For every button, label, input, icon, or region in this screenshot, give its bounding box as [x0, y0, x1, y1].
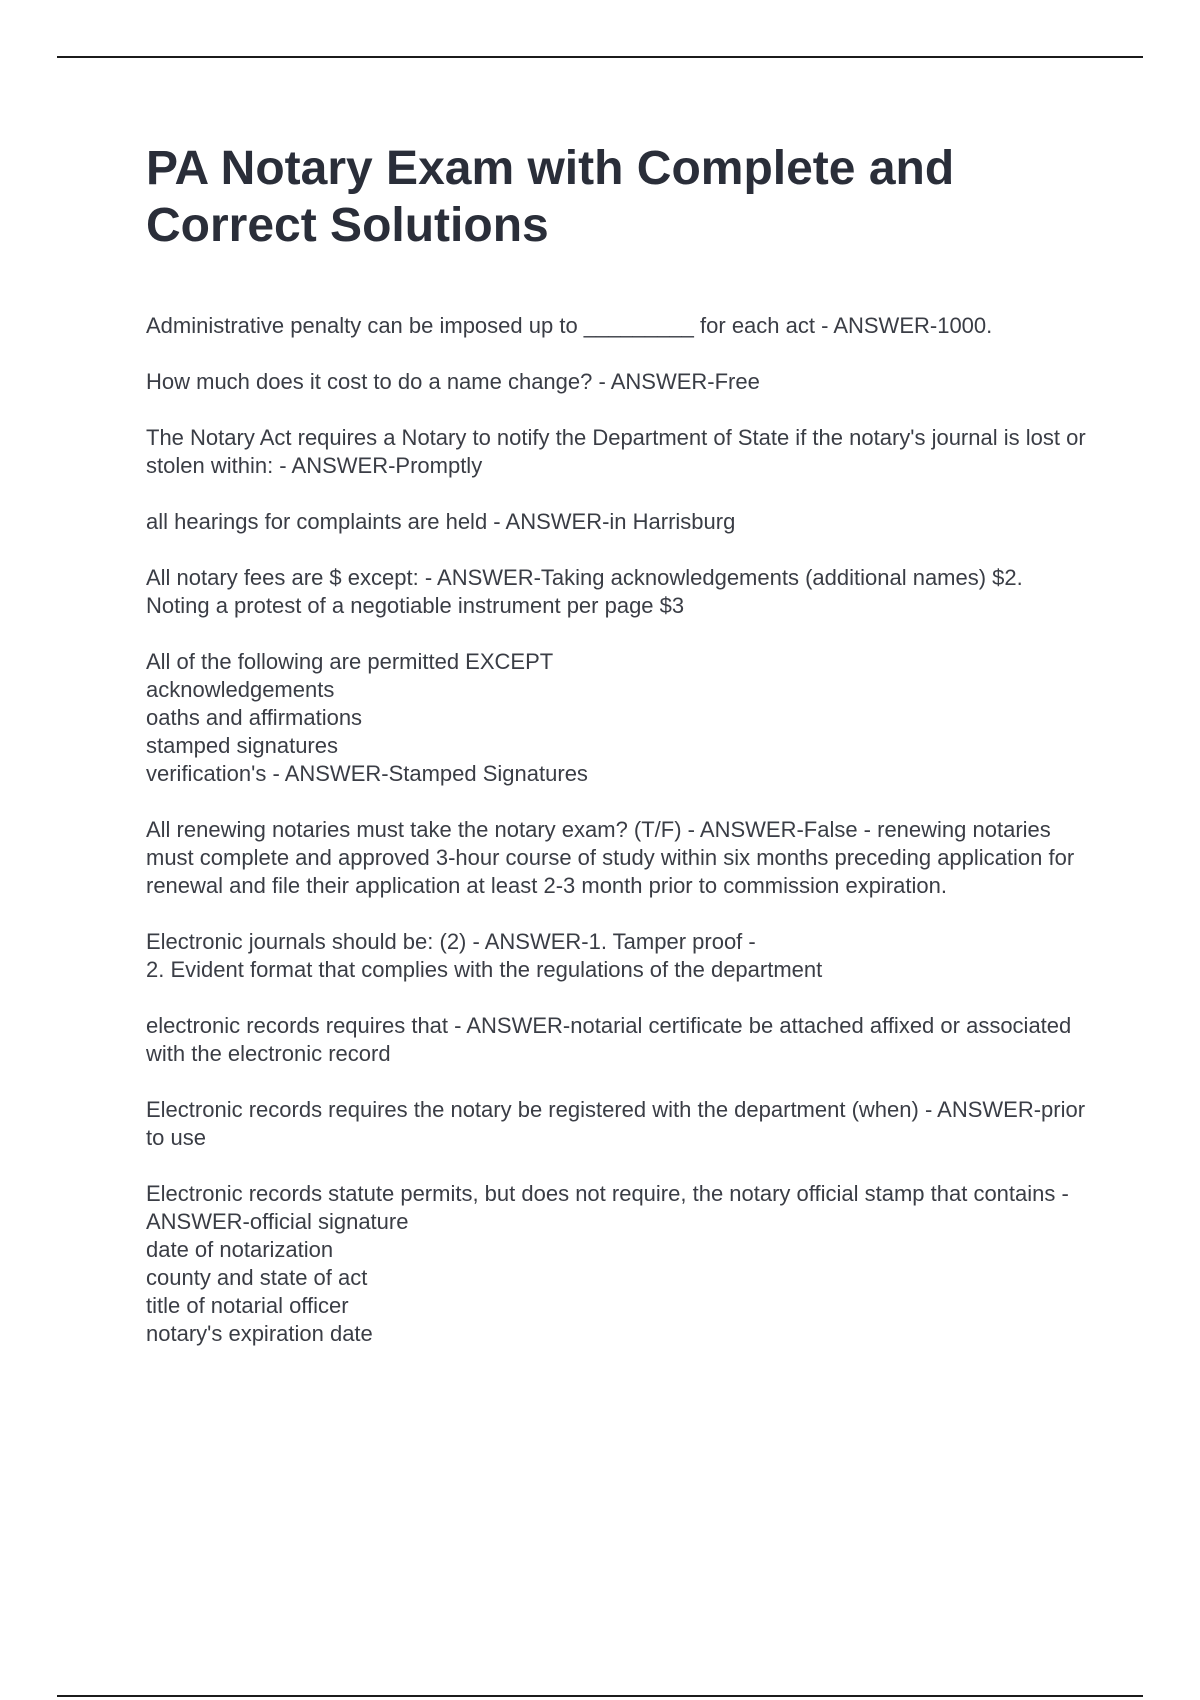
qa-item-10: Electronic records requires the notary be registered with the department (when) - ANSWER-prior to use	[146, 1097, 1086, 1150]
document-body	[146, 140, 1096, 1376]
qa-item-8: Electronic journals should be: (2) - ANSWER-1. Tamper proof - 2. Evident format that complies with the regulations of the department	[146, 929, 823, 982]
qa-item-6: All of the following are permitted EXCEPT acknowledgements oaths and affirmations stamped signatures verification's - ANSWER-Stamped Signatures	[146, 649, 588, 786]
top-rule	[57, 56, 1143, 58]
qa-item-9: electronic records requires that - ANSWER-notarial certificate be attached affixed or associated with the electronic record	[146, 1013, 1072, 1066]
qa-item-3: The Notary Act requires a Notary to notify the Department of State if the notary's journal is lost or stolen within: - ANSWER-Promptly	[146, 425, 1086, 478]
qa-item-4: all hearings for complaints are held - ANSWER-in Harrisburg	[146, 509, 736, 534]
document-title: PA Notary Exam with Complete and Correct Solutions	[146, 142, 955, 252]
qa-item-2: How much does it cost to do a name change? - ANSWER-Free	[146, 369, 760, 394]
bottom-rule	[57, 1695, 1143, 1697]
qa-item-7: All renewing notaries must take the notary exam? (T/F) - ANSWER-False - renewing notaries must complete and approved 3-hour course of study within six months preceding application for renewal and file their application at least 2-3 month prior to commission expiration.	[146, 817, 1075, 898]
qa-item-5: All notary fees are $ except: - ANSWER-Taking acknowledgements (additional names) $2. Noting a protest of a negotiable instrument per page $3	[146, 565, 1023, 618]
qa-item-1: Administrative penalty can be imposed up to _________ for each act - ANSWER-1000.	[146, 313, 993, 338]
qa-item-11: Electronic records statute permits, but does not require, the notary official stamp that contains - ANSWER-official signature date of notarization county and state of act title of notarial officer notary's expiration date	[146, 1181, 1069, 1346]
